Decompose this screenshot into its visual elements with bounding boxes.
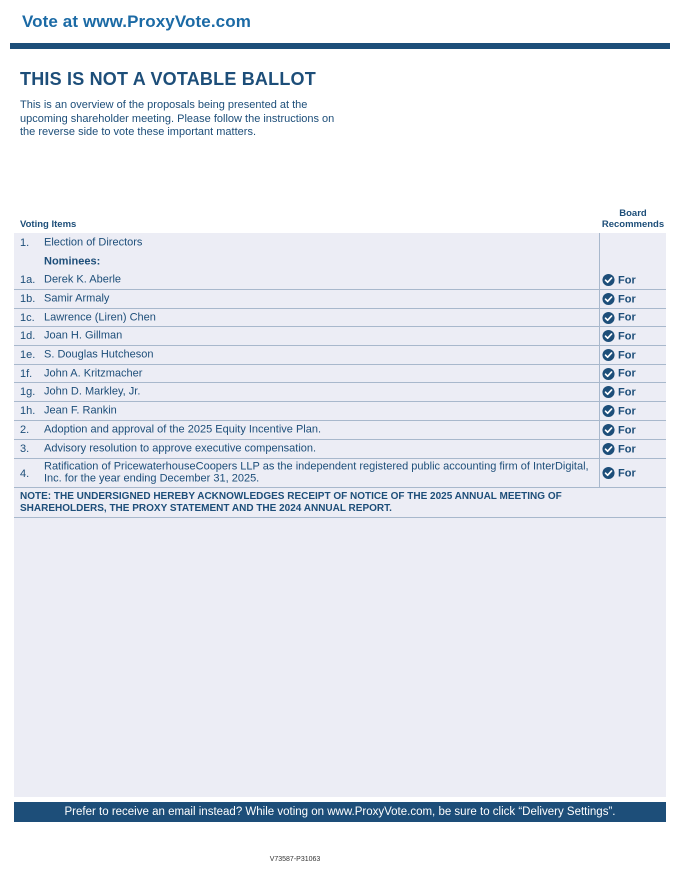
item-number: 3. [20, 443, 30, 455]
item-number: 1c. [20, 311, 35, 324]
board-recommendation [602, 367, 636, 380]
check-circle-icon [602, 311, 615, 324]
document-code: V73587-P31063 [269, 856, 321, 863]
acknowledgement-note: NOTE: THE UNDERSIGNED HEREBY ACKNOWLEDGES RECEIPT OF NOTICE OF THE 2025 ANNUAL MEETING OF SHAREHOLDERS, THE PROXY STATEMENT AND THE 2024 ANNUAL REPORT. [20, 491, 562, 514]
header-rule [10, 43, 670, 49]
check-circle-icon [602, 405, 615, 418]
board-recommendation [602, 349, 636, 362]
note-divider [14, 517, 666, 518]
item-number: 1b. [20, 293, 36, 305]
recommendation-label: For [618, 349, 636, 361]
check-circle-icon [602, 386, 615, 399]
check-circle-icon [602, 293, 615, 306]
item-description: John A. Kritzmacher [44, 366, 143, 379]
item-number: 1f. [20, 367, 33, 380]
item-number: 1a. [20, 274, 36, 286]
item-description: Election of Directors [44, 235, 143, 248]
item-description: Joan H. Gillman [44, 329, 123, 342]
email-delivery-banner: Prefer to receive an email instead? While voting on www.ProxyVote.com, be sure to click “Delivery Settings”. [14, 802, 666, 822]
item-description: Samir Armaly [44, 292, 110, 305]
voting-item-row [14, 440, 666, 459]
recommendation-label: For [618, 274, 636, 286]
check-circle-icon [602, 424, 615, 437]
item-number: 4. [20, 468, 30, 480]
recommendation-label: For [618, 311, 636, 324]
item-number: 1e. [20, 349, 36, 361]
board-recommendation [602, 293, 636, 306]
voting-item-row [14, 271, 666, 290]
voting-item-row [14, 346, 666, 365]
item-number: 1h. [20, 405, 36, 417]
check-circle-icon [602, 443, 615, 456]
check-circle-icon [602, 367, 615, 380]
check-circle-icon [602, 349, 615, 362]
check-circle-icon [602, 467, 615, 480]
recommendation-label: For [618, 330, 636, 342]
recommendation-label: For [618, 293, 636, 305]
item-description: Adoption and approval of the 2025 Equity Incentive Plan. [44, 423, 322, 436]
voting-item-row [14, 421, 666, 440]
voting-item-row [14, 402, 666, 421]
board-label-line1: Board [619, 208, 647, 219]
board-recommendation [602, 405, 636, 418]
voting-item-row [14, 233, 666, 252]
board-recommendation [602, 330, 636, 343]
column-header-voting-items: Voting Items [20, 219, 77, 230]
voting-item-row [14, 327, 666, 346]
item-description: Derek K. Aberle [44, 273, 122, 286]
voting-item-row [14, 383, 666, 402]
nominees-label: Nominees: [44, 254, 101, 267]
board-recommendation [602, 311, 636, 324]
check-circle-icon [602, 274, 615, 287]
recommendation-label: For [618, 386, 636, 398]
recommendation-label: For [618, 367, 636, 380]
vote-url-header[interactable]: Vote at www.ProxyVote.com [22, 12, 251, 31]
item-number: 1. [20, 236, 30, 249]
page-title: THIS IS NOT A VOTABLE BALLOT [20, 69, 316, 89]
recommendation-label: For [618, 405, 636, 417]
board-label-line2: Recommends [601, 219, 665, 230]
board-recommendation [602, 274, 636, 287]
item-number: 1g. [20, 386, 36, 398]
recommendation-label: For [618, 443, 636, 455]
item-description: Advisory resolution to approve executive compensation. [44, 442, 317, 455]
column-header-board-recommends [598, 208, 668, 230]
recommendation-label: For [618, 424, 636, 436]
voting-item-row [14, 365, 666, 383]
board-recommendation [602, 443, 636, 456]
intro-text: This is an overview of the proposals being presented at the upcoming shareholder meeting. Please follow the instructions on the reverse side to vote these important matters. [20, 99, 335, 138]
recommendation-label: For [618, 467, 636, 479]
nominees-label-row [14, 252, 666, 271]
item-description: Ratification of PricewaterhouseCoopers LLP as the independent registered public accounting firm of InterDigital, Inc. for the year ending December 31, 2025. [44, 460, 589, 484]
item-description: John D. Markley, Jr. [44, 385, 141, 398]
board-recommendation [602, 386, 636, 399]
item-description: S. Douglas Hutcheson [44, 348, 154, 361]
item-description: Jean F. Rankin [44, 404, 117, 417]
item-description: Lawrence (Liren) Chen [44, 310, 156, 323]
voting-item-row [14, 290, 666, 309]
item-number: 2. [20, 424, 30, 436]
board-recommendation [602, 467, 636, 480]
voting-item-row [14, 309, 666, 327]
item-number: 1d. [20, 330, 36, 342]
voting-item-row [14, 459, 666, 488]
check-circle-icon [602, 330, 615, 343]
board-recommendation [602, 424, 636, 437]
